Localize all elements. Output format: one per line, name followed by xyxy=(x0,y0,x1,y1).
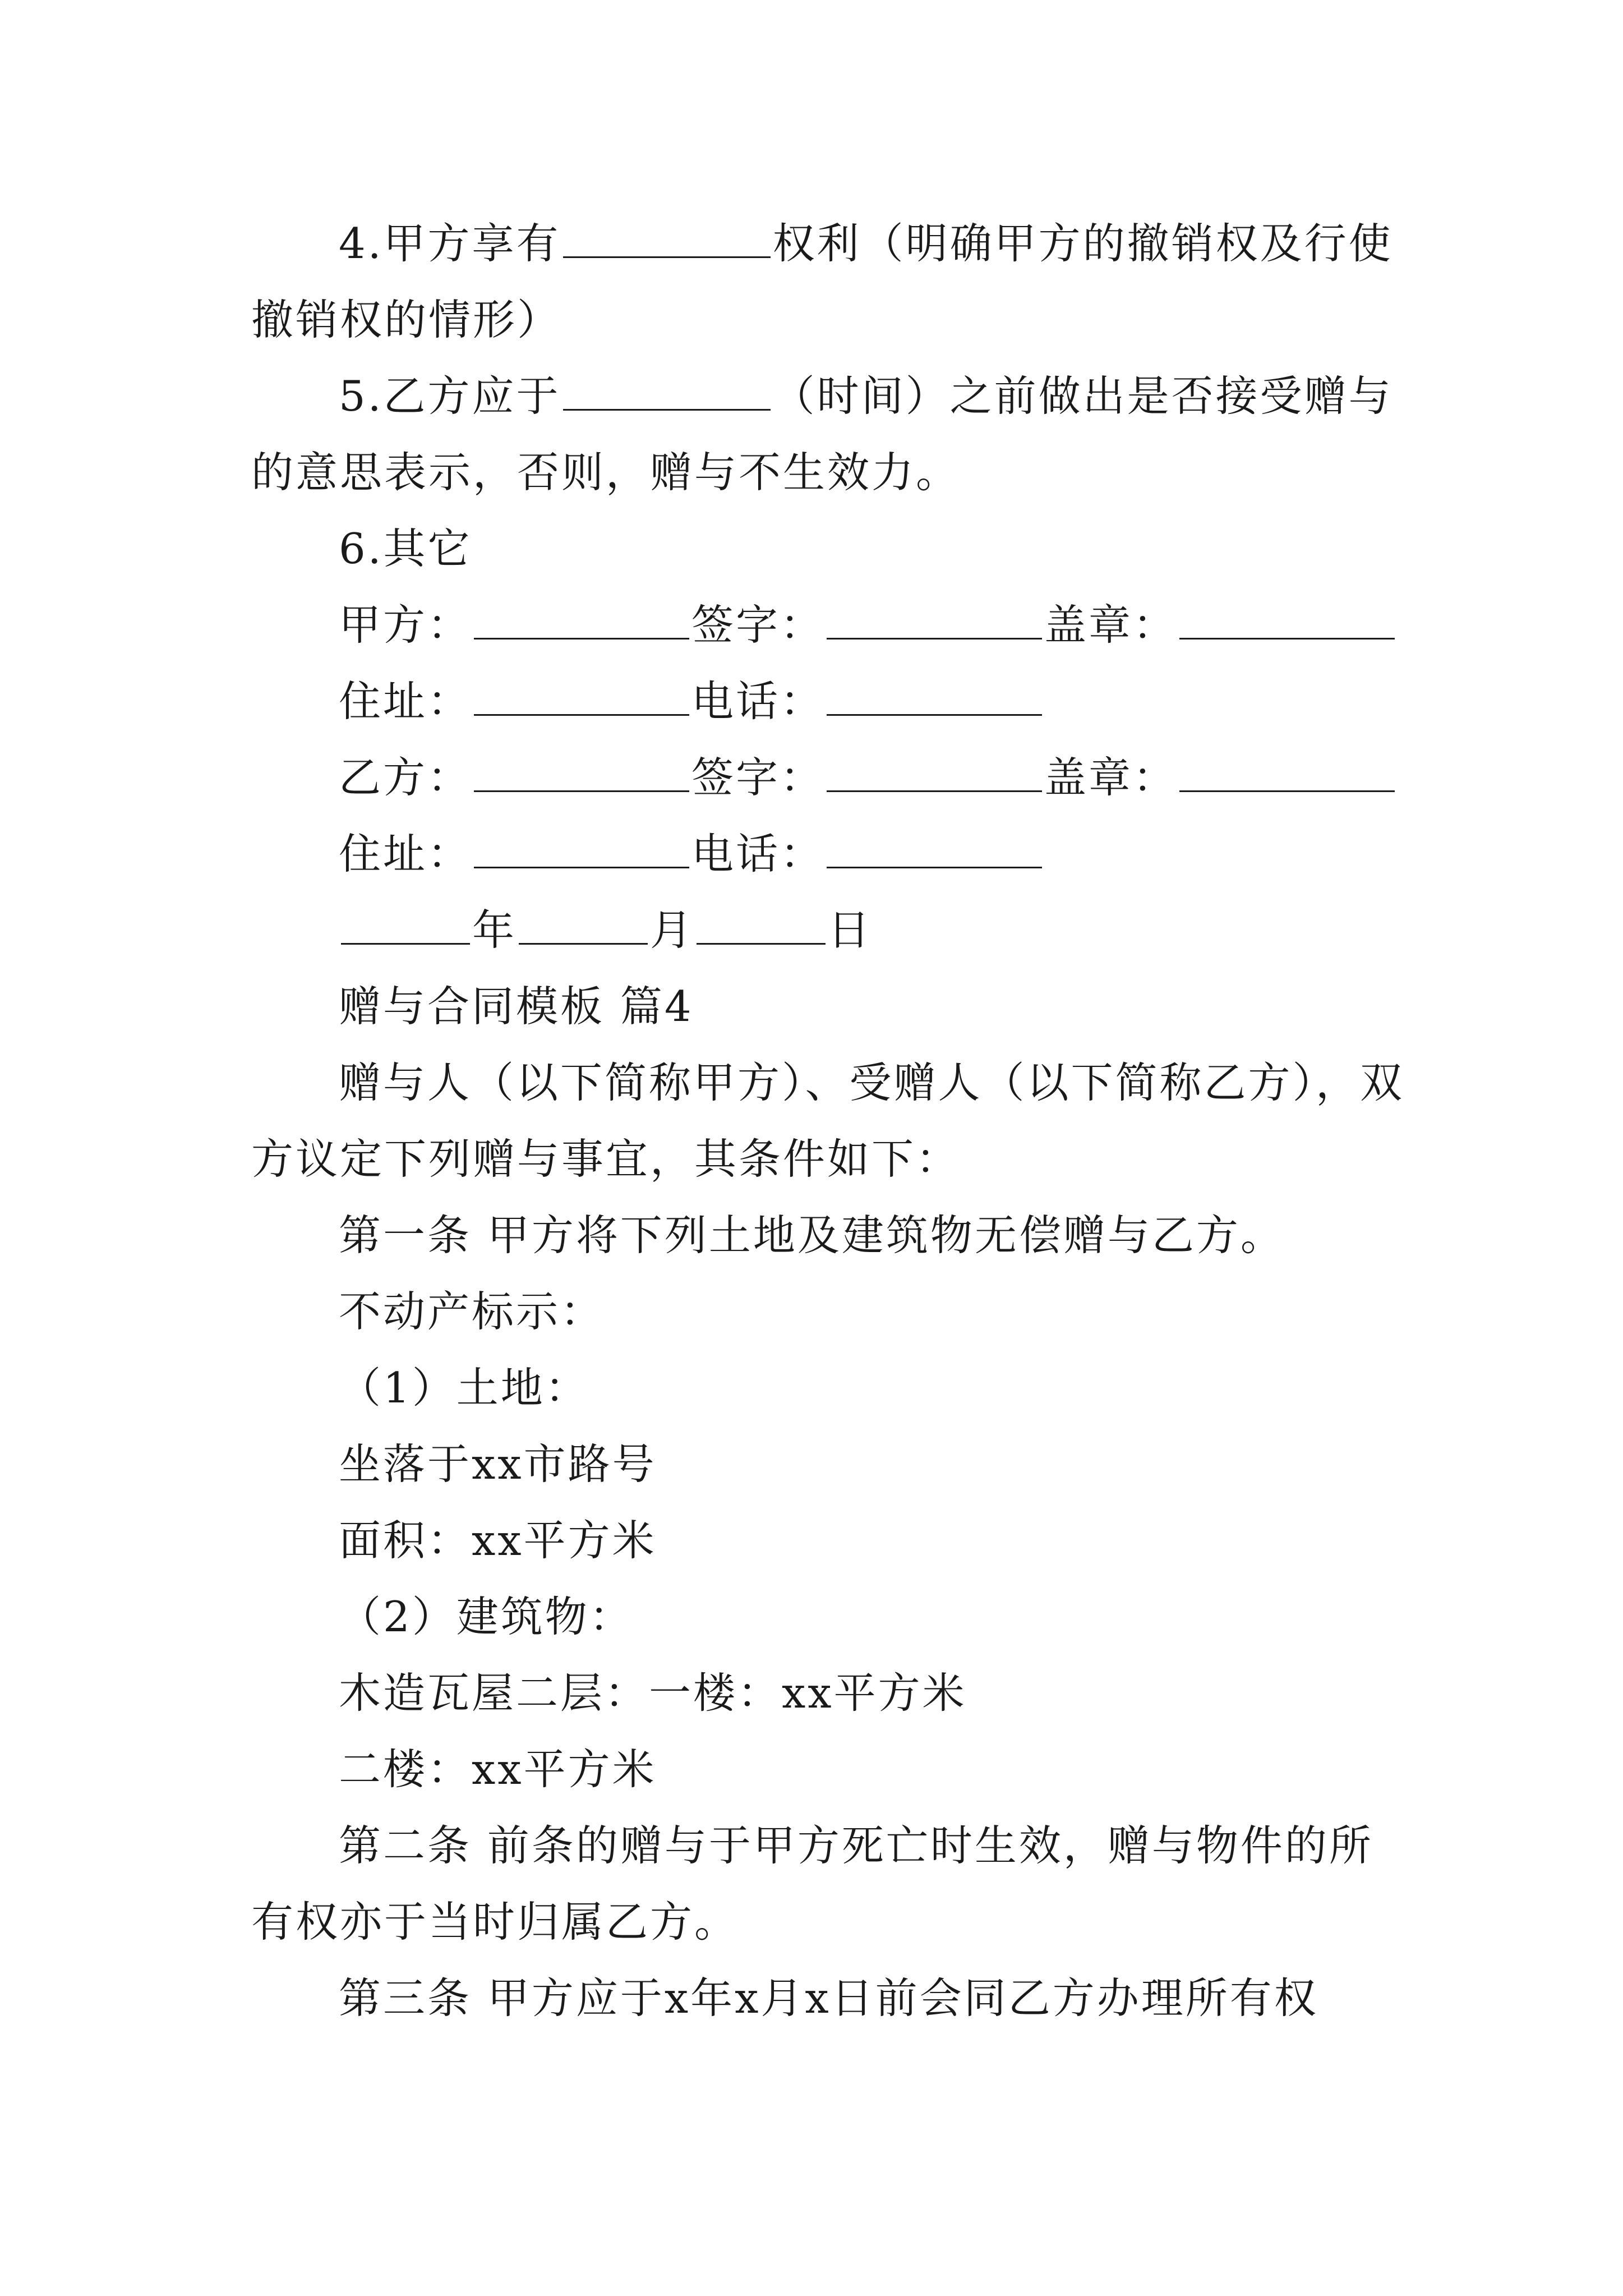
year-label: 年 xyxy=(472,905,517,955)
phone-label: 电话： xyxy=(691,829,825,878)
party-b-label: 乙方： xyxy=(339,753,472,802)
blank-signature-b xyxy=(827,757,1042,792)
blank-address-a xyxy=(474,680,689,716)
clause-4-prefix: 4.甲方享有 xyxy=(339,219,561,268)
month-label: 月 xyxy=(650,905,695,955)
floor-1-line: 木造瓦屋二层：一楼：xx平方米 xyxy=(339,1668,967,1718)
signature-label: 签字： xyxy=(691,600,825,650)
seal-label: 盖章： xyxy=(1044,600,1178,650)
blank-rights xyxy=(563,223,771,258)
blank-party-a xyxy=(474,604,689,639)
blank-day xyxy=(697,909,826,945)
blank-month xyxy=(519,909,648,945)
blank-seal-a xyxy=(1179,604,1395,639)
section-heading: 赠与合同模板 篇4 xyxy=(339,982,694,1031)
land-label: （1）土地： xyxy=(339,1363,589,1412)
blank-party-b xyxy=(474,757,689,792)
clause-5-line-1 xyxy=(339,369,1393,423)
blank-time xyxy=(563,375,771,411)
intro-line-2: 方议定下列赠与事宜，其条件如下： xyxy=(251,1134,961,1184)
day-label: 日 xyxy=(828,905,873,955)
signature-label: 签字： xyxy=(691,753,825,802)
floor-2-line: 二楼：xx平方米 xyxy=(339,1745,657,1794)
article-2-line-2: 有权亦于当时归属乙方。 xyxy=(251,1897,739,1947)
clause-5-line-2: 的意思表示，否则，赠与不生效力。 xyxy=(251,448,961,497)
blank-signature-a xyxy=(827,604,1042,639)
clause-5-prefix: 5.乙方应于 xyxy=(339,371,561,421)
phone-label: 电话： xyxy=(691,677,825,726)
realty-label: 不动产标示： xyxy=(339,1287,605,1336)
location-line: 坐落于xx市路号 xyxy=(339,1439,657,1489)
clause-4-line-1 xyxy=(339,217,1393,270)
address-label: 住址： xyxy=(339,829,472,878)
blank-seal-b xyxy=(1179,757,1395,792)
party-a-label: 甲方： xyxy=(339,600,472,650)
date-line xyxy=(339,903,872,957)
clause-4-line-2: 撤销权的情形） xyxy=(251,295,562,344)
article-1: 第一条 甲方将下列土地及建筑物无偿赠与乙方。 xyxy=(339,1211,1285,1260)
party-b-signature-line xyxy=(339,751,1397,804)
blank-year xyxy=(341,909,470,945)
intro-line-1: 赠与人（以下简称甲方）、受赠人（以下简称乙方），双 xyxy=(339,1058,1405,1107)
clause-5-suffix: （时间）之前做出是否接受赠与 xyxy=(772,371,1393,421)
clause-4-suffix: 权利（明确甲方的撤销权及行使 xyxy=(772,219,1393,268)
building-label: （2）建筑物： xyxy=(339,1592,634,1641)
blank-address-b xyxy=(474,833,689,868)
address-label: 住址： xyxy=(339,677,472,726)
party-a-address-line xyxy=(339,674,1044,728)
seal-label: 盖章： xyxy=(1044,753,1178,802)
party-b-address-line xyxy=(339,827,1044,881)
article-3-line-1: 第三条 甲方应于x年x月x日前会同乙方办理所有权 xyxy=(339,1973,1318,2023)
party-a-signature-line xyxy=(339,598,1397,652)
blank-phone-b xyxy=(827,833,1042,868)
area-line: 面积：xx平方米 xyxy=(339,1516,657,1565)
blank-phone-a xyxy=(827,680,1042,716)
clause-6: 6.其它 xyxy=(339,524,472,573)
article-2-line-1: 第二条 前条的赠与于甲方死亡时生效，赠与物件的所 xyxy=(339,1821,1373,1870)
